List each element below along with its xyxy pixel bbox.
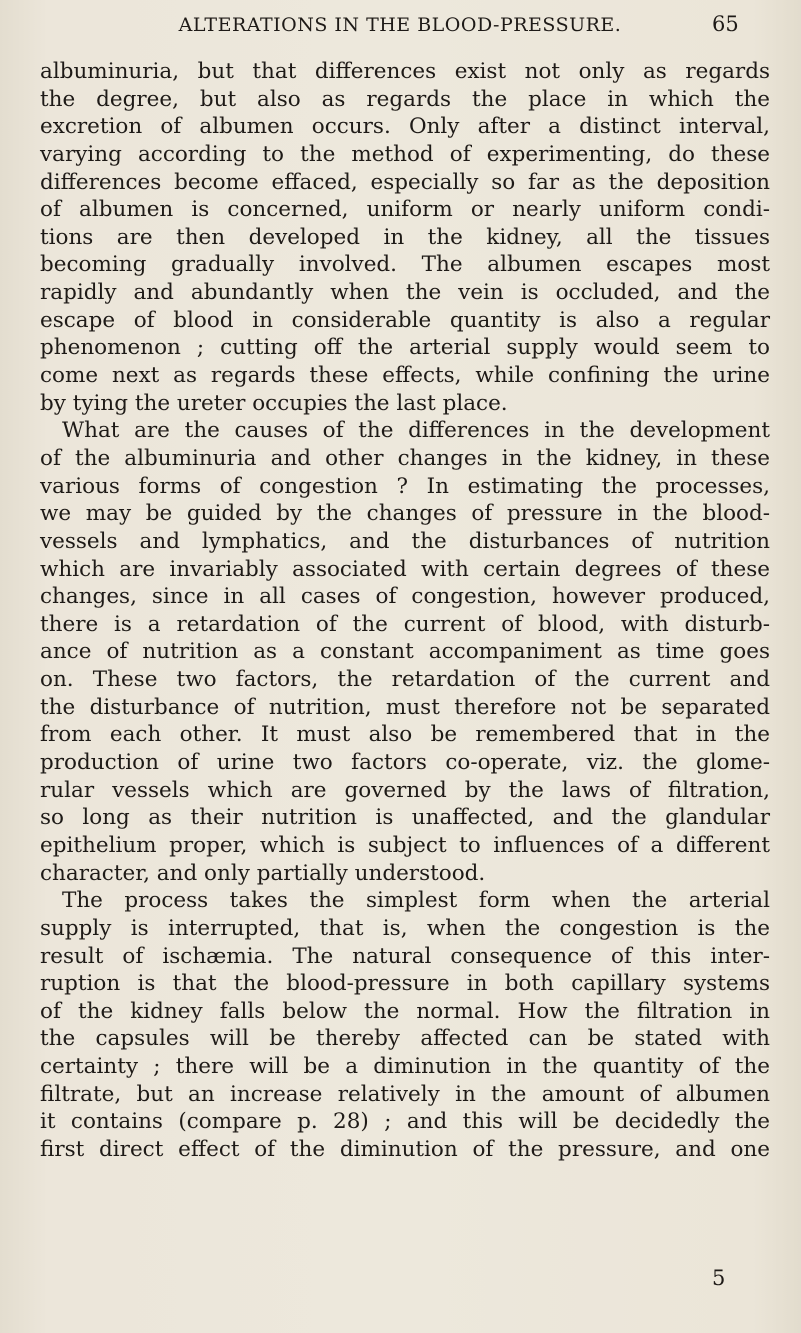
text-line: filtrate, but an increase relatively in the amount of albumen: [40, 1081, 770, 1107]
text-line: first direct effect of the diminution of the pressure, and one: [40, 1136, 770, 1162]
text-line: from each other. It must also be remembered that in the: [40, 722, 770, 748]
text-line: escape of blood in considerable quantity is also a regular: [40, 307, 770, 333]
text-line: certainty ; there will be a diminution in the quantity of the: [40, 1054, 770, 1080]
text-line: result of ischæmia. The natural consequence of this inter-: [40, 943, 770, 969]
text-line: it contains (compare p. 28) ; and this will be decidedly the: [40, 1109, 770, 1135]
text-line: come next as regards these effects, while confining the urine: [40, 363, 770, 389]
text-line: of albumen is concerned, uniform or nearly uniform condi-: [40, 197, 770, 223]
text-line: of the kidney falls below the normal. How the filtration in: [40, 998, 770, 1024]
text-line: becoming gradually involved. The albumen escapes most: [40, 252, 770, 278]
text-line: differences become effaced, especially so far as the deposition: [40, 169, 770, 195]
text-line: various forms of congestion ? In estimating the processes,: [40, 473, 770, 499]
text-line: excretion of albumen occurs. Only after a distinct interval,: [40, 114, 770, 140]
text-line: epithelium proper, which is subject to influences of a different: [40, 832, 770, 858]
text-line: so long as their nutrition is unaffected, and the glandular: [40, 805, 770, 831]
text-line: albuminuria, but that differences exist not only as regards: [40, 59, 770, 84]
text-line: tions are then developed in the kidney, all the tissues: [40, 224, 770, 250]
text-line: the capsules will be thereby affected can be stated with: [40, 1026, 770, 1052]
text-line: character, and only partially understood.: [40, 860, 486, 886]
text-line: vessels and lymphatics, and the disturbances of nutrition: [40, 528, 770, 554]
text-line: supply is interrupted, that is, when the congestion is the: [40, 915, 770, 941]
signature-mark: 5: [712, 1266, 726, 1290]
text-line: What are the causes of the differences in the development: [62, 418, 770, 444]
text-line: by tying the ureter occupies the last place.: [40, 390, 508, 416]
text-line: phenomenon ; cutting off the arterial supply would seem to: [40, 335, 770, 361]
text-line: which are invariably associated with certain degrees of these: [40, 556, 770, 582]
text-line: we may be guided by the changes of pressure in the blood-: [40, 501, 770, 527]
text-line: on. These two factors, the retardation of the current and: [40, 667, 770, 693]
text-line: the disturbance of nutrition, must therefore not be separated: [40, 694, 770, 720]
text-line: there is a retardation of the current of blood, with disturb-: [40, 611, 770, 637]
text-line: ance of nutrition as a constant accompaniment as time goes: [40, 639, 770, 665]
text-line: rapidly and abundantly when the vein is occluded, and the: [40, 280, 770, 306]
body-text: [40, 58, 770, 1164]
text-line: ruption is that the blood-pressure in both capillary systems: [40, 971, 770, 997]
text-line: varying according to the method of experimenting, do these: [40, 141, 770, 167]
text-line: changes, since in all cases of congestion, however produced,: [40, 584, 770, 610]
text-line: rular vessels which are governed by the laws of filtration,: [40, 777, 770, 803]
running-title: ALTERATIONS IN THE BLOOD-PRESSURE.: [178, 14, 622, 36]
text-line: the degree, but also as regards the place in which the: [40, 86, 770, 112]
text-line: production of urine two factors co-operate, viz. the glome-: [40, 750, 770, 776]
text-line: of the albuminuria and other changes in the kidney, in these: [40, 445, 770, 471]
page-number: 65: [712, 12, 739, 36]
text-line: The process takes the simplest form when the arterial: [62, 888, 770, 914]
